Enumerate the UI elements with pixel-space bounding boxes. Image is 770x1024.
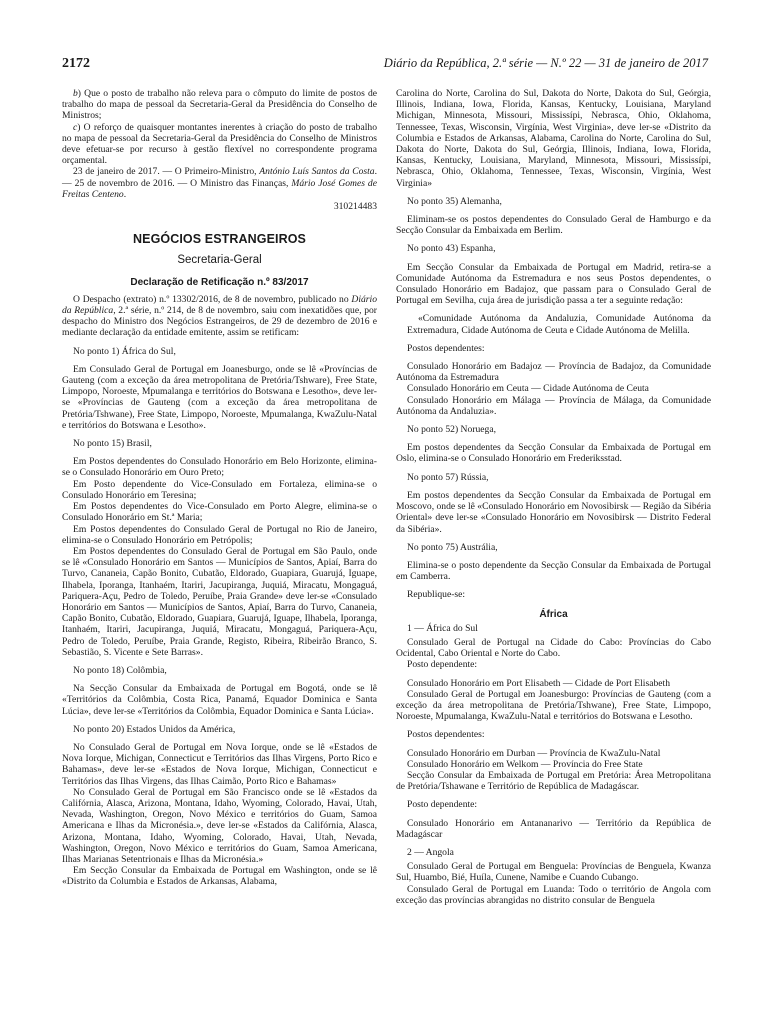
point-heading: No ponto 18) Colômbia, [73, 664, 167, 676]
consulate-entry: Consulado Geral de Portugal na Cidade do Cabo: Províncias do Cabo Ocidental, Cabo Oriental e Norte do Cabo. [396, 636, 711, 660]
point-body: Eliminam-se os postos dependentes do Consulado Geral de Hamburgo e da Secção Consular da Embaixada em Berlim. [396, 214, 711, 237]
item-label: b [73, 88, 78, 99]
point-body: No Consulado Geral de Portugal em São Francisco onde se lê «Estados da Califórnia, Alasca, Arizona, Montana, Idaho, Wyoming, Colorado, Havai, Utah, Nevada, Washington, Oregon, Novo México e territórios do Guam, Samoa Americana e Ilhas da Micronésia.», deve ler-se «Estados da Califórnia, Alasca, Arizona, Montana, Idaho, Wyoming, Colorado, Havai, Utah, Nevada, Washington, Oregon, Novo México e territórios do Guam, Samoa Americana, Ilhas Marianas Setentrionais e Ilhas da Micronésia.» [62, 786, 377, 865]
point-body: Em Postos dependentes do Consulado Geral de Portugal em São Paulo, onde se lê «Consulado Honorário em Santos — Municípios de Santos, Apiaí, Barra do Turvo, Cananeia, Capão Bonito, Cubatão, Eldorado, Guapiara, Guarujá, Iguape, Ilhabela, Iporanga, Itanhaém, Itariri, Jacupiranga, Juquiá, Miracatu, Mongaguá, Pariquera-Açu, Pedro de Toledo, Peruíbe, Praia Grande» deve ler-se «Consulado Honorário em Santos — Municípios de Santos, Apiaí, Barra do Turvo, Cananeia, Capão Bonito, Cubatão, Eldorado, Guapiara, Guarujá, Iguape, Ilhabela, Iporanga, Itanhaém, Itariri, Jacupiranga, Juquiá, Miracatu, Mongaguá, Pariquera-Açu, Pedro de Toledo, Peruíbe, Praia Grande, Registo, Ribeira, Ribeirão Branco, S. Sebastião, S. Vicente e Sete Barras». [62, 545, 377, 658]
sub-heading: Postos dependentes: [407, 729, 485, 741]
point-body: Em Secção Consular da Embaixada de Portugal em Washington, onde se lê «Distrito da Columbia e Estados de Arkansas, Alabama, [62, 865, 377, 888]
country-heading: 2 — Angola [407, 846, 454, 858]
left-column [62, 88, 377, 888]
consulate-entry: Consulado Geral de Portugal em Luanda: Todo o território de Angola com exceção das províncias abrangidas no distrito consular de Benguela [396, 883, 711, 906]
dependent-post: Consulado Honorário em Port Elisabeth — Cidade de Port Elisabeth [407, 677, 670, 689]
page-header [62, 56, 708, 74]
signatory-name: António Luís Santos da Costa [259, 166, 375, 178]
document-code: 310214483 [333, 201, 377, 213]
sub-heading: Posto dependente: [407, 659, 478, 671]
paragraph-c: c) O reforço de quaisquer montantes inerentes à criação do posto de trabalho no mapa de pessoal da Secretaria-Geral da Presidência do Conselho de Ministros deve efetuar-se por recurso à gestão flexível no correspondente programa orçamental. [62, 121, 377, 167]
point-body: Em Secção Consular da Embaixada de Portugal em Madrid, retira-se a Comunidade Autónoma da Estremadura e nos seus Postos dependentes, o Consulado Honorário em Badajoz, que passam para o Consulado Geral de Portugal em Sevilha, cuja área de jurisdição passa a ter a seguinte redação: [396, 261, 711, 307]
republish-note: Republique-se: [407, 589, 466, 601]
dependent-post: Consulado Honorário em Durban — Província de KwaZulu-Natal [407, 747, 661, 759]
point-body: Em postos dependentes da Secção Consular da Embaixada de Portugal em Oslo, elimina-se o Consulado Honorário em Frederiksstad. [396, 442, 711, 465]
point-body: Em Postos dependentes do Vice-Consulado em Porto Alegre, elimina-se o Consulado Honorário em St.ª Maria; [62, 501, 377, 524]
point-heading: No ponto 43) Espanha, [407, 243, 496, 255]
consulate-entry: Secção Consular da Embaixada de Portugal em Pretória: Área Metropolitana de Pretória/Tshawane e Território de República de Madagáscar. [396, 769, 711, 793]
dependent-post: Consulado Honorário em Welkom — Província do Free State [407, 758, 643, 770]
point-heading: No ponto 35) Alemanha, [407, 195, 502, 207]
signature-block: 23 de janeiro de 2017. — O Primeiro-Ministro, António Luís Santos da Costa. — 25 de novembro de 2016. — O Ministro das Finanças, Mário José Gomes de Freitas Centeno. [62, 166, 377, 200]
point-heading: No ponto 52) Noruega, [407, 424, 496, 436]
paragraph-b: b) Que o posto de trabalho não releva para o cômputo do limite de postos de trabalho do mapa de pessoal da Secretaria-Geral da Presidência do Conselho de Ministros; [62, 88, 377, 122]
point-body: Elimina-se o posto dependente da Secção Consular da Embaixada de Portugal em Camberra. [396, 559, 711, 583]
point-body: Em Posto dependente do Vice-Consulado em Fortaleza, elimina-se o Consulado Honorário em Teresina; [62, 478, 377, 501]
country-heading: 1 — África do Sul [407, 622, 478, 634]
point-heading: No ponto 20) Estados Unidos da América, [73, 723, 236, 735]
declaration-title: Declaração de Retificação n.º 83/2017 [130, 276, 309, 288]
point-body: Em Postos dependentes do Consulado Geral de Portugal no Rio de Janeiro, elimina-se o Consulado Honorário em Petrópolis; [62, 523, 377, 546]
quoted-text: «Comunidade Autónoma da Andaluzia, Comunidade Autónoma da Extremadura, Cidade Autónoma de Ceuta e Cidade Autónoma de Melilla. [407, 313, 711, 336]
consulate-entry: Consulado Geral de Portugal em Joanesburgo: Províncias de Gauteng (com a exceção da área metropolitana de Pretória/Tshwane), Free State, Limpopo, Noroeste, Mpumalanga, KwaZulu-Natal e territórios do Botswana e Lesotho. [396, 688, 711, 723]
sub-heading: Postos dependentes: [407, 342, 485, 354]
section-title: NEGÓCIOS ESTRANGEIROS [133, 232, 306, 247]
running-title: Diário da República, 2.ª série — N.º 22 — 31 de janeiro de 2017 [383, 56, 708, 70]
point-heading: No ponto 75) Austrália, [407, 541, 498, 553]
dependent-post: Consulado Honorário em Antananarivo — Território da República de Madagáscar [396, 817, 711, 840]
point-body: Na Secção Consular da Embaixada de Portugal em Bogotá, onde se lê «Territórios da Colômbia, Costa Rica, Panamá, Equador Dominica e Santa Lúcia», deve ler-se «Territórios da Colômbia, Equador Dominica e Santa Lúcia». [62, 683, 377, 717]
point-heading: No ponto 15) Brasil, [73, 438, 152, 450]
intro-paragraph: O Despacho (extrato) n.º 13302/2016, de 8 de novembro, publicado no Diário da República, 2.ª série, n.º 214, de 8 de novembro, saiu com inexatidões que, por despacho do Ministro dos Negócios Estrangeiros, de 29 de dezembro de 2016 e mediante declaração da entidade emitente, assim se retificam: [62, 293, 378, 339]
point-body: Em postos dependentes da Secção Consular da Embaixada de Portugal em Moscovo, onde se lê «Consulado Honorário em Novosibirsk — Região da Sibéria Oriental» deve ler-se «Consulado Honorário em Novosibirsk — Distrito Federal da Sibéria». [396, 489, 711, 535]
point-heading: No ponto 1) África do Sul, [73, 345, 176, 357]
point-body: No Consulado Geral de Portugal em Nova Iorque, onde se lê «Estados de Nova Iorque, Michigan, Connecticut e Territórios das Ilhas Virgens, Porto Rico e Bahamas», deve ler-se «Estados de Nova Iorque, Michigan, Connecticut e Territórios das Ilhas Virgens, das Ilhas Caimão, Porto Rico e Bahamas» [62, 741, 377, 787]
point-body: Em Postos dependentes do Consulado Honorário em Belo Horizonte, elimina-se o Consulado Honorário em Ouro Preto; [62, 456, 377, 479]
sub-heading: Posto dependente: [407, 799, 478, 811]
section-subtitle: Secretaria-Geral [177, 254, 262, 267]
right-column [396, 88, 711, 906]
item-label: c [73, 121, 78, 133]
continued-text: Carolina do Norte, Carolina do Sul, Dakota do Norte, Dakota do Sul, Geórgia, Illinois, Indiana, Iowa, Florida, Kansas, Kentucky, Louisiana, Maryland Michigan, Minnesota, Missouri, Mississípi, Nebrasca, Ohio, Oklahoma, Tennessee, Texas, Wisconsin, Virgínia, West Virginia», deve ler-se «Distrito da Columbia e Estados de Arkansas, Alabama, Carolina do Norte, Carolina do Sul, Dakota do Norte, Dakota do Sul, Geórgia, Illinois, Indiana, Iowa, Florida, Kansas, Kentucky, Louisiana, Maryland, Minnesota, Missouri, Mississípi, Nebrasca, Ohio, Oklahoma, Tennessee, Texas, Wisconsin, Virgínia, West Virginia» [396, 88, 711, 189]
quoted-item: Consulado Honorário em Badajoz — Província de Badajoz, da Comunidade Autónoma da Estremadura [396, 361, 711, 384]
page-number: 2172 [62, 56, 90, 71]
point-body: Em Consulado Geral de Portugal em Joanesburgo, onde se lê «Províncias de Gauteng (com a exceção da área metropolitana de Pretória/Tshware), Free State, Limpopo, Noroeste, Mpumalanga e territórios do Botswana e Lesotho», deve ler-se «Províncias de Gauteng (com a exceção da área metropolitana de Pretória/Tshwane), Free State, Limpopo, Noroeste, Mpumalanga, KwaZulu-Natal e territórios do Botswana e Lesotho». [62, 363, 377, 431]
point-heading: No ponto 57) Rússia, [407, 471, 489, 483]
consulate-entry: Consulado Geral de Portugal em Benguela: Províncias de Benguela, Kwanza Sul, Huambo, Bié, Huíla, Cunene, Namibe e Cuando Cubango. [396, 861, 711, 884]
quoted-item: Consulado Honorário em Málaga — Província de Málaga, da Comunidade Autónoma da Andaluzia». [396, 394, 711, 417]
signatory-name: Mário José Gomes de Freitas Centeno [62, 177, 377, 200]
quoted-item: Consulado Honorário em Ceuta — Cidade Autónoma de Ceuta [407, 383, 649, 395]
region-title: África [539, 608, 568, 620]
